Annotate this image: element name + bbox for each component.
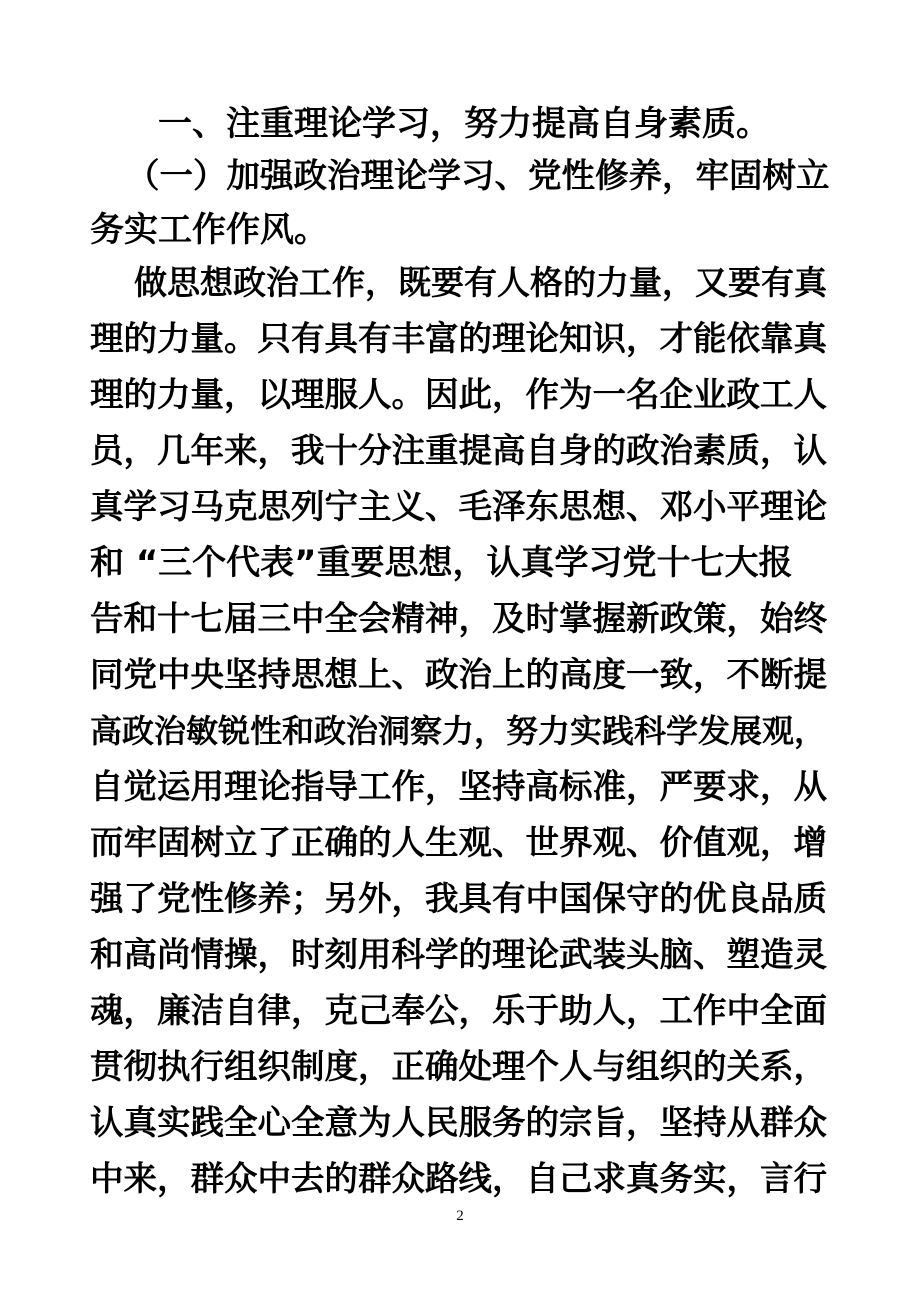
paragraph-line: 而牢固树立了正确的人生观、世界观、价值观，增: [90, 823, 827, 862]
paragraph-line: 和高尚情操，时刻用科学的理论武装头脑、塑造灵: [90, 935, 827, 974]
paragraph-line: 理的力量。只有具有丰富的理论知识，才能依靠真: [90, 319, 827, 358]
paragraph-line: 自觉运用理论指导工作，坚持高标准，严要求，从: [90, 767, 827, 806]
paragraph-line: 真学习马克思列宁主义、毛泽东思想、邓小平理论: [90, 487, 827, 526]
paragraph-line: 魂，廉洁自律，克己奉公，乐于助人，工作中全面: [90, 991, 827, 1030]
paragraph-line: 同党中央坚持思想上、政治上的高度一致，不断提: [90, 655, 827, 694]
paragraph-line: 中来，群众中去的群众路线，自己求真务实，言行: [90, 1159, 827, 1198]
paragraph-line: 告和十七届三中全会精神，及时掌握新政策，始终: [90, 599, 827, 638]
subsection-heading-line-1: （一）加强政治理论学习、党性修养，牢固树立: [126, 156, 830, 195]
subsection-heading-line-2: 务实工作作风。: [90, 210, 328, 250]
paragraph-line: 员，几年来，我十分注重提高自身的政治素质，认: [90, 431, 827, 470]
paragraph-line: 贯彻执行组织制度，正确处理个人与组织的关系，: [90, 1047, 827, 1086]
paragraph-line: 和 “三个代表”重要思想，认真学习党十七大报: [90, 543, 793, 583]
paragraph-line: 理的力量，以理服人。因此，作为一名企业政工人: [90, 375, 827, 414]
paragraph-line: 高政治敏锐性和政治洞察力，努力实践科学发展观，: [90, 712, 827, 750]
paragraph-line: 强了党性修养；另外，我具有中国保守的优良品质: [90, 879, 827, 918]
section-heading: 一、注重理论学习，努力提高自身素质。: [158, 104, 770, 144]
page-number: 2: [456, 1208, 464, 1224]
paragraph-line: 认真实践全心全意为人民服务的宗旨，坚持从群众: [90, 1103, 827, 1142]
paragraph-line: 做思想政治工作，既要有人格的力量，又要有真: [134, 263, 827, 302]
